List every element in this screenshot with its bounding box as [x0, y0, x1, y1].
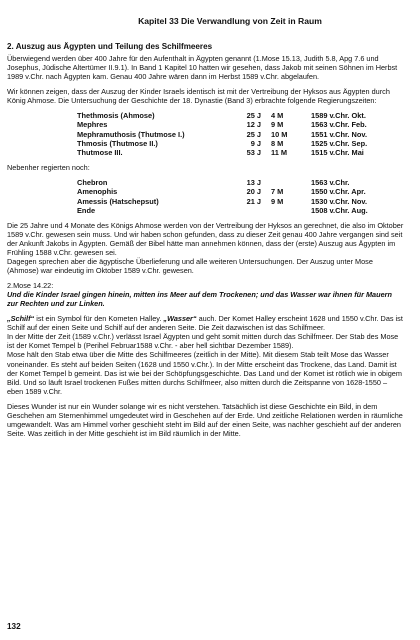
page-number: 132 [7, 622, 21, 631]
paragraph: Die 25 Jahre und 4 Monate des Königs Ahmose werden von der Vertreibung der Hyksos an gerechnet, die also im Oktober 1589 v.Chr. gewesen sein muss. Und wir haben schon gefunden, dass zu dieser Zeit genau 400 Jahre vergangen sind seit der Ankunft Jakobs in Ägypten. Gemäß der Bibel hätte man annehmen können, dass der (erste) Auszug aus Ägypten im Frühling 1588 v.Chr. gewesen sei. [7, 220, 404, 257]
paragraph: Überwiegend werden über 400 Jahre für den Aufenthalt in Ägypten genannt (1.Mose 15.13, Judith 5.8, Apg 7.6 und Josephus, Jüdische Altertümer II.9.1). In Band 1 Kapitel 10 hatten wir gesehen, dass Jakob mit seinen Söhnen im Herbst 1989 v.Chr. nach Ägypten kam. Genau 400 Jahre wären dann im Herbst 1589 v.Chr. abgelaufen. [7, 54, 398, 82]
reign-table [77, 111, 397, 157]
paragraph: Mose hält den Stab etwa über die Mitte des Schilfmeeres (zeitlich in der Mitte). Mit diesem Stab teilt Mose das Wasser voneinander. Es steht auf beiden Seiten (1628 und 1550 v.Chr.). In der Mitte erscheint das Trockene, das Land. Damit ist der Komet Tempel b gemeint. Das ist wie bei der Schöpfungsgeschichte. Das Land und der Komet ist rötlich wie in obigem Bild. Und so läuft Israel trockenen Fußes mitten durchs Schilfmeer, also mitten durch die Zeitspanne von 1628-1550 – eben 1589 v.Chr. [7, 350, 402, 396]
reign-row [77, 139, 397, 148]
reign-start-date: 1550 v.Chr. Apr. [311, 187, 366, 197]
reign-months: 7 M [271, 187, 284, 197]
ruler-name: Thethmosis (Ahmose) [77, 111, 155, 121]
ruler-name: Amessis (Hatschepsut) [77, 196, 159, 206]
reign-start-date: 1551 v.Chr. Nov. [311, 129, 368, 139]
quoted-word: „Schilf“ [7, 314, 35, 324]
reign-years: 25 J [246, 129, 261, 139]
reign-months: 4 M [271, 111, 284, 121]
reign-start-date: 1530 v.Chr. Nov. [311, 196, 368, 206]
coreign-row [77, 178, 397, 187]
reign-start-date: 1563 v.Chr. Feb. [311, 120, 367, 130]
reign-years: 21 J [246, 196, 261, 206]
reign-row [77, 130, 397, 139]
reign-row [77, 120, 397, 129]
reign-start-date: 1515 v.Chr. Mai [311, 147, 364, 157]
reign-years: 9 J [250, 138, 261, 148]
section-heading: 2. Auszug aus Ägypten und Teilung des Schilfmeeres [7, 42, 213, 51]
reign-months: 11 M [271, 147, 288, 157]
ruler-name: Thmosis (Thutmose II.) [77, 138, 158, 148]
reign-years: 12 J [246, 120, 261, 130]
coreign-table [77, 178, 397, 215]
coreign-row [77, 197, 397, 206]
verse-reference: 2.Mose 14.22: [7, 281, 54, 291]
reign-months: 8 M [271, 138, 284, 148]
coreign-row [77, 206, 397, 215]
paragraph [7, 314, 404, 332]
text-span: ist ein Symbol für den Kometen Halley. [34, 314, 164, 324]
paragraph: Dagegen sprechen aber die ägyptische Überlieferung und alle weiteren Untersuchungen. Der Auszug unter Mose (Ahmose) war eindeutig im Oktober 1589 v.Chr. gewesen. [7, 257, 373, 276]
reign-months [267, 178, 311, 187]
ruler-name: Mephramuthosis (Thutmose I.) [77, 129, 185, 139]
chapter-title: Kapitel 33 Die Verwandlung von Zeit in Raum [138, 16, 322, 26]
reign-years: 20 J [246, 187, 261, 197]
reign-years [233, 206, 267, 215]
ruler-name: Thutmose III. [77, 147, 123, 157]
reign-start-date: 1508 v.Chr. Aug. [311, 205, 368, 215]
paragraph: Nebenher regierten noch: [7, 163, 90, 173]
coreign-row [77, 187, 397, 196]
paragraph: Wir können zeigen, dass der Auszug der Kinder Israels identisch ist mit der Vertreibung der Hyksos aus Ägypten durch König Ahmose. Die Untersuchung der Geschichte der 18. Dynastie (Band 3) erbrachte folgende Regierungszeiten: [7, 87, 390, 106]
reign-row [77, 148, 397, 157]
reign-row [77, 111, 397, 120]
paragraph: Dieses Wunder ist nur ein Wunder solange wir es nicht verstehen. Tatsächlich ist diese Geschichte ein Bild, in dem Geschehen am Sternenhimmel umgedeutet wird in Geschehen auf der Erde. Und zeitliche Relationen werden in räumliche umgewandelt. Was am Himmel vorher geschieht steht im Bild auf der einen Seite, was nachher geschieht auf der anderen Seite. Was zeitlich in der Mitte geschieht ist im Bild räumlich in der Mitte. [7, 401, 403, 438]
reign-years: 13 J [246, 178, 261, 188]
reign-start-date: 1525 v.Chr. Sep. [311, 138, 368, 148]
ruler-name: Ende [77, 205, 96, 215]
ruler-name: Amenophis [77, 187, 118, 197]
text-span: auch. Der Komet Halley erscheint 1628 und 1550 v.Chr. Das ist Schilf auf der einen Seite und Schilf auf der anderen Seite. Die Zeit dazwischen ist das Schilfmeer. [7, 314, 403, 333]
reign-start-date: 1589 v.Chr. Okt. [311, 111, 366, 121]
reign-months [267, 206, 311, 215]
ruler-name: Mephres [77, 120, 108, 130]
reign-start-date: 1563 v.Chr. [311, 178, 350, 188]
paragraph: In der Mitte der Zeit (1589 v.Chr.) verlässt Israel Ägypten und geht somit mitten durch das Schilfmeer. Der Stab des Mose ist der Komet Tempel b (Perihel Februar1588 v.Chr. - aber hell sichtbar Dezember 1589). [7, 332, 399, 351]
reign-months: 9 M [271, 196, 284, 206]
reign-years: 25 J [246, 111, 261, 121]
reign-months: 9 M [271, 120, 284, 130]
quoted-word: „Wasser“ [163, 314, 197, 324]
ruler-name: Chebron [77, 178, 108, 188]
page-content [7, 42, 404, 444]
reign-years: 53 J [246, 147, 261, 157]
reign-months: 10 M [271, 129, 288, 139]
bible-quote: Und die Kinder Israel gingen hinein, mitten ins Meer auf dem Trockenen; und das Wasser war ihnen für Mauern zur Rechten und zur Linken. [7, 290, 392, 309]
